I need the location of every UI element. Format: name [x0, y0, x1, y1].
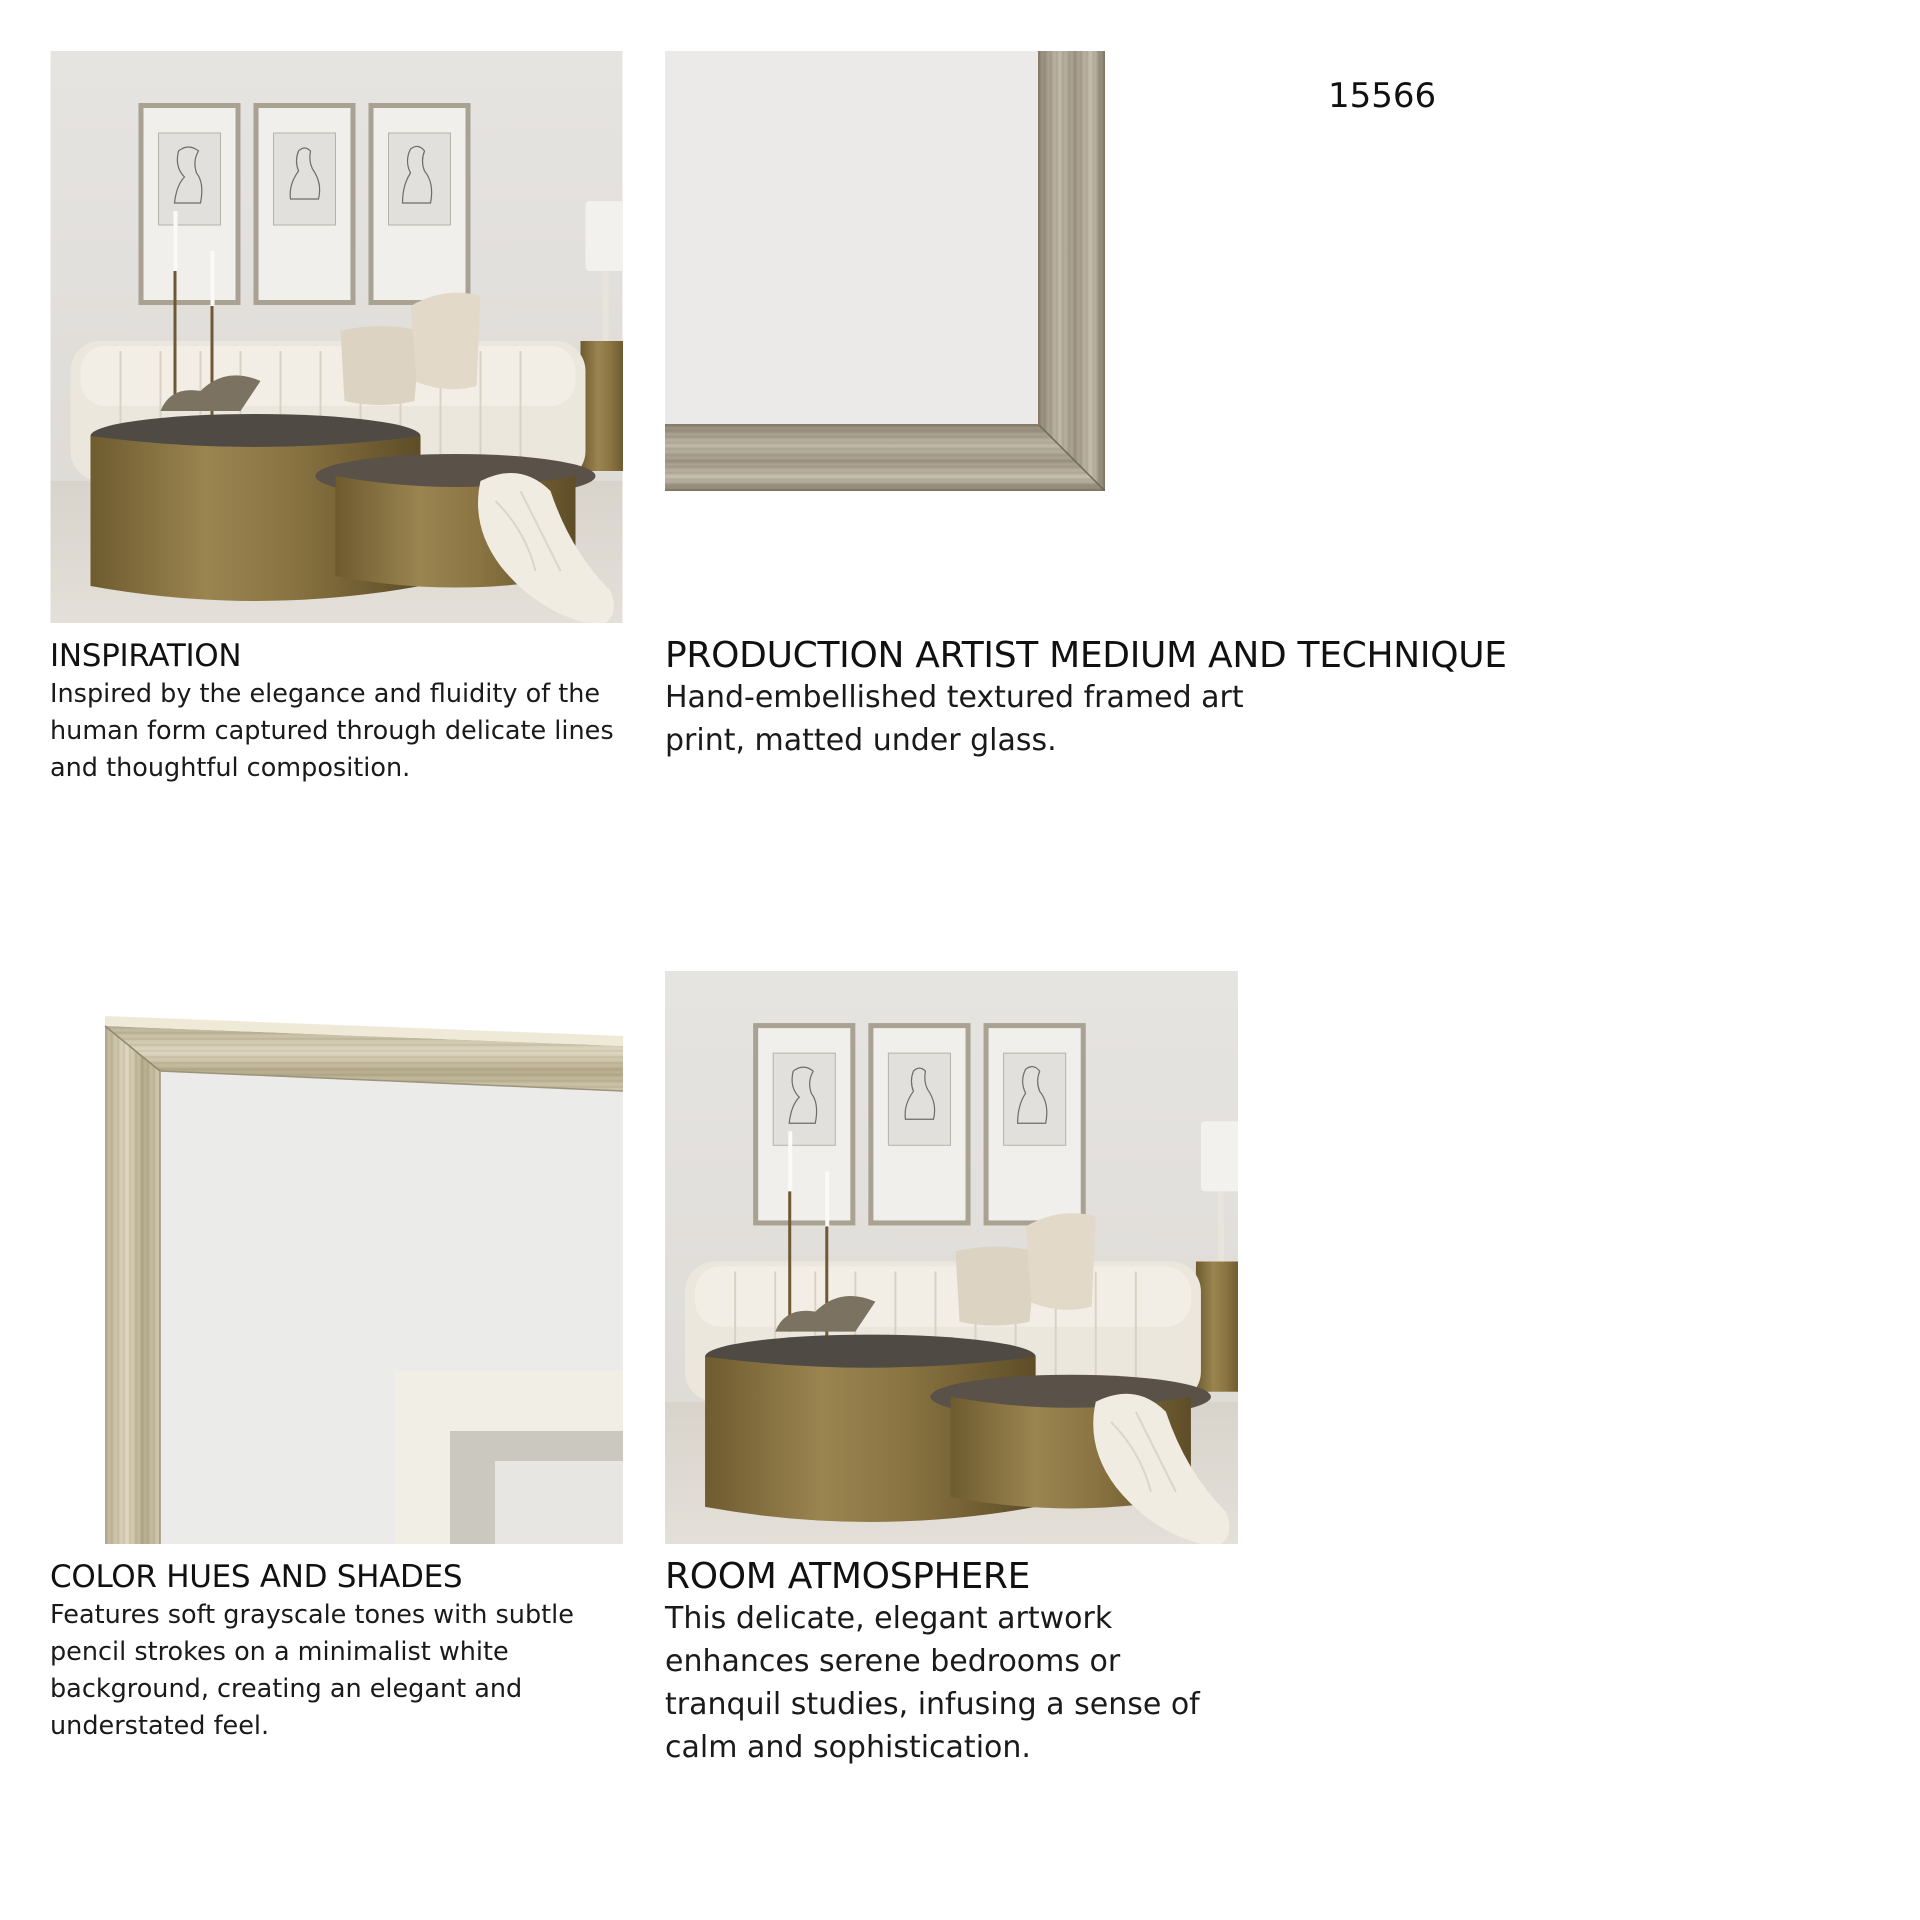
color-heading: COLOR HUES AND SHADES — [50, 1559, 463, 1595]
frame-corner-gold-photo — [50, 971, 623, 1544]
production-heading: PRODUCTION ARTIST MEDIUM AND TECHNIQUE — [665, 635, 1507, 676]
room-body: This delicate, elegant artwork enhances serene bedrooms or tranquil studies, infusing a sense of calm and sophistication. — [665, 1601, 1200, 1765]
inspiration-heading: INSPIRATION — [50, 638, 242, 674]
room-heading: ROOM ATMOSPHERE — [665, 1556, 1031, 1597]
inspiration-room-photo — [50, 51, 623, 623]
inspiration-body: Inspired by the elegance and fluidity of the human form captured through delicate lines and thoughtful composition. — [50, 679, 614, 783]
room-atmosphere-photo — [665, 971, 1238, 1544]
color-body: Features soft grayscale tones with subtle pencil strokes on a minimalist white background, creating an elegant and understated feel. — [50, 1600, 574, 1741]
frame-corner-silver-photo — [665, 51, 1105, 491]
production-body: Hand-embellished textured framed art print, matted under glass. — [665, 680, 1244, 758]
product-sku: 15566 — [1328, 76, 1437, 116]
